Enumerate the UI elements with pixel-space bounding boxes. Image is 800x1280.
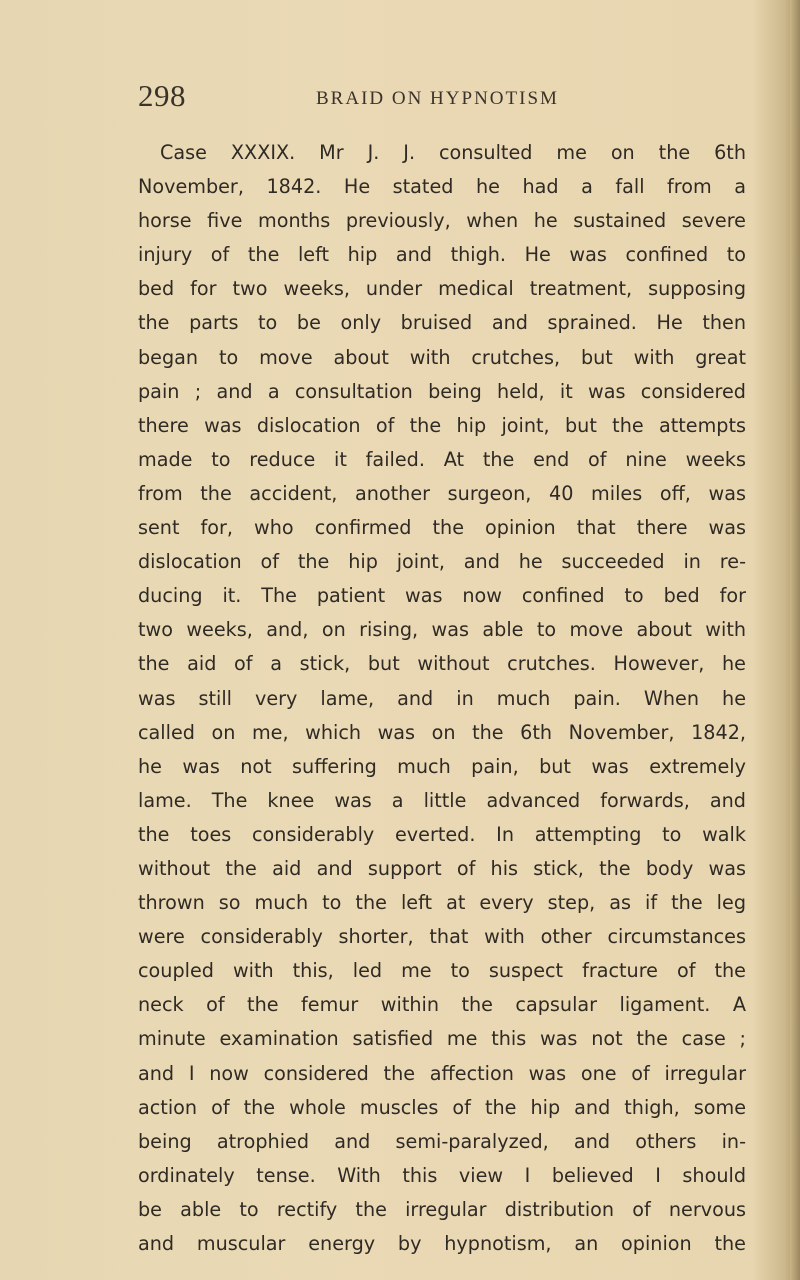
text-line: coupled with this, led me to suspect fracture of the xyxy=(138,959,746,983)
text-line: lame. The knee was a little advanced forwards, and xyxy=(138,788,746,812)
page-edge-shadow xyxy=(790,0,800,1280)
text-line: pain ; and a consultation being held, it was considered xyxy=(138,379,746,403)
text-line: and I now considered the affection was one of irregular xyxy=(138,1061,746,1085)
text-line: injury of the left hip and thigh. He was confined to xyxy=(138,243,746,267)
text-line: dislocation of the hip joint, and he succeeded in re- xyxy=(138,550,746,574)
text-line: the toes considerably everted. In attempting to walk xyxy=(138,822,746,846)
text-line: the aid of a stick, but without crutches. However, he xyxy=(138,652,746,676)
text-line: the parts to be only bruised and sprained. He then xyxy=(138,311,746,335)
text-line: neck of the femur within the capsular ligament. A xyxy=(138,993,746,1017)
body-paragraph xyxy=(138,136,746,1261)
text-line: thrown so much to the left at every step, as if the leg xyxy=(138,891,746,915)
text-line: horse five months previously, when he sustained severe xyxy=(138,209,746,233)
text-line: be able to rectify the irregular distribution of nervous xyxy=(138,1197,746,1221)
text-line: ducing it. The patient was now confined to bed for xyxy=(138,584,746,608)
text-line: made to reduce it failed. At the end of nine weeks xyxy=(138,447,746,471)
text-line: and muscular energy by hypnotism, an opinion the xyxy=(138,1232,746,1255)
text-line: began to move about with crutches, but with great xyxy=(138,345,746,369)
text-line: called on me, which was on the 6th November, 1842, xyxy=(138,720,746,744)
text-line: ordinately tense. With this view I believed I should xyxy=(138,1163,746,1187)
text-line: were considerably shorter, that with other circumstances xyxy=(138,925,746,949)
text-line: being atrophied and semi-paralyzed, and others in- xyxy=(138,1129,746,1153)
text-line: Case XXXIX. Mr J. J. consulted me on the 6th xyxy=(160,141,746,164)
text-line: he was not suffering much pain, but was extremely xyxy=(138,754,746,778)
text-line: was still very lame, and in much pain. When he xyxy=(138,686,746,710)
text-line: from the accident, another surgeon, 40 miles off, was xyxy=(138,481,746,505)
text-line: sent for, who confirmed the opinion that there was xyxy=(138,516,746,540)
text-line: there was dislocation of the hip joint, but the attempts xyxy=(138,413,746,437)
text-line: November, 1842. He stated he had a fall from a xyxy=(138,175,746,199)
running-head: BRAID ON HYPNOTISM xyxy=(316,88,559,109)
page-number: 298 xyxy=(138,78,186,113)
text-line: action of the whole muscles of the hip and thigh, some xyxy=(138,1095,746,1119)
text-line: bed for two weeks, under medical treatment, supposing xyxy=(138,277,746,301)
text-line: without the aid and support of his stick, the body was xyxy=(138,856,746,880)
text-line: two weeks, and, on rising, was able to move about with xyxy=(138,618,746,642)
text-line: minute examination satisfied me this was not the case ; xyxy=(138,1027,746,1051)
